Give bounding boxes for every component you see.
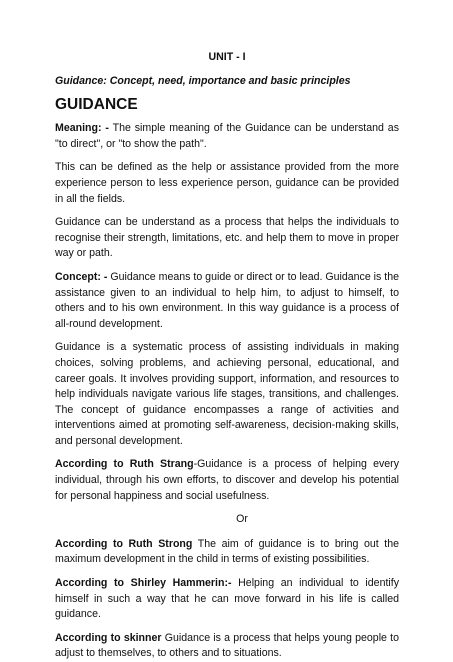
concept-text: Guidance means to guide or direct or to lead. Guidance is the assistance given to an individual to help him, to adjust to himself, to others and to his own environment. In this way guidance is a process of all-round development. — [55, 270, 400, 330]
meaning-paragraph — [55, 121, 399, 152]
ruth-strong-label: According to Ruth Strong — [55, 537, 193, 550]
systematic-paragraph: Guidance is a systematic process of assisting individuals in making choices, solving problems, and achieving personal, educational, and career goals. It involves providing support, information, and resources to help individuals navigate various life stages, transitions, and challenges. The concept of guidance encompasses a range of activities and interventions aimed at promoting self-awareness, decision-making skills, and personal development. — [55, 341, 399, 447]
skinner-text: Guidance is a process that helps young people to adjust to themselves, to others and to situations. — [55, 631, 400, 660]
concept-paragraph — [55, 270, 399, 332]
process-paragraph: Guidance can be understand as a process that helps the individuals to recognise their strength, limitations, etc. and help them to move in proper way or path. — [55, 216, 399, 260]
concept-label: Concept: - — [55, 270, 108, 283]
shirley-hammerin-paragraph — [55, 576, 399, 623]
shirley-hammerin-text: Helping an individual to identify himself in such a way that he can move forward in his life is called guidance. — [55, 577, 399, 621]
meaning-text: The simple meaning of the Guidance can be understand as "to direct", or "to show the path". — [55, 122, 399, 150]
definition-paragraph: This can be defined as the help or assistance provided from the more experience person to less experience person, guidance can be provided in all the fields. — [55, 161, 399, 205]
unit-title: UNIT - I — [208, 51, 246, 63]
shirley-hammerin-label: According to Shirley Hammerin:- — [55, 577, 232, 590]
section-heading: GUIDANCE — [55, 96, 138, 114]
ruth-strong-text: The aim of guidance is to bring out the maximum development in the child in terms of existing possibilities. — [55, 537, 399, 566]
meaning-label: Meaning: - — [55, 122, 109, 135]
ruth-strang-text: -Guidance is a process of helping every individual, through his own efforts, to discover and develop his potential for personal happiness and social usefulness. — [55, 458, 399, 502]
skinner-paragraph — [55, 631, 399, 662]
document-subtitle: Guidance: Concept, need, importance and basic principles — [55, 74, 351, 87]
ruth-strong-paragraph — [55, 537, 399, 568]
skinner-label: According to skinner — [55, 631, 162, 644]
ruth-strang-paragraph — [55, 457, 399, 504]
or-separator: Or — [236, 513, 248, 526]
ruth-strang-label: According to Ruth Strang — [55, 458, 194, 471]
